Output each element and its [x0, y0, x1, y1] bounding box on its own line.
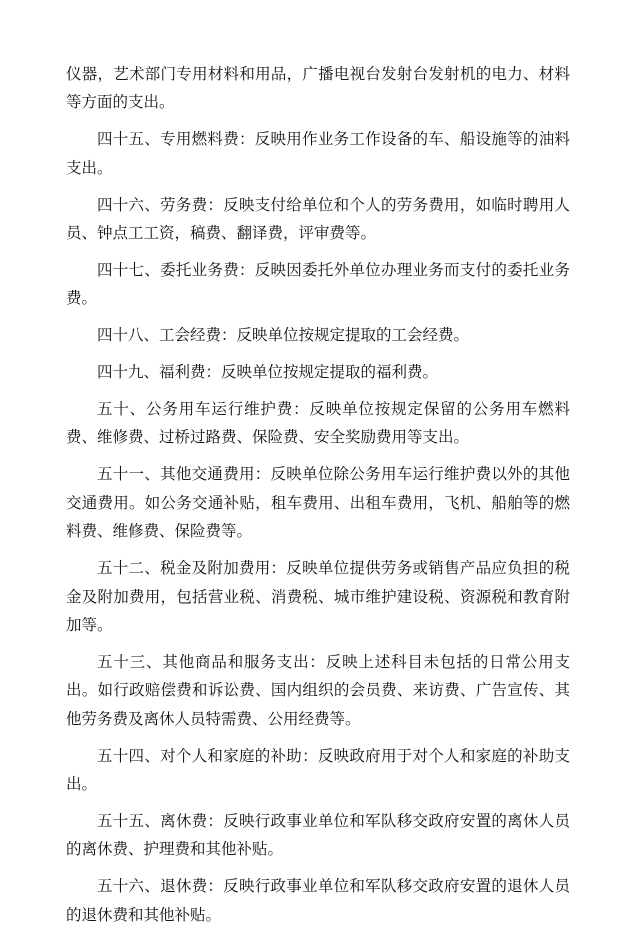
paragraph-52: 五十二、税金及附加费用：反映单位提供劳务或销售产品应负担的税金及附加费用，包括营业税、消费税、城市维护建设税、资源税和教育附加等。: [66, 559, 570, 634]
paragraph-continuation: 仪器，艺术部门专用材料和用品，广播电视台发射台发射机的电力、材料等方面的支出。: [66, 65, 570, 112]
paragraph-48: 四十八、工会经费：反映单位按规定提取的工会经费。: [97, 326, 470, 345]
paragraph-46: 四十六、劳务费：反映支付给单位和个人的劳务费用，如临时聘用人员、钟点工工资，稿费、翻译费，评审费等。: [66, 195, 570, 243]
paragraph-49: 四十九、福利费：反映单位按规定提取的福利费。: [97, 363, 439, 382]
paragraph-56: 五十六、退休费：反映行政事业单位和军队移交政府安置的退休人员的退休费和其他补贴。: [66, 877, 570, 924]
paragraph-47: 四十七、委托业务费：反映因委托外单位办理业务而支付的委托业务费。: [66, 260, 570, 308]
paragraph-51: 五十一、其他交通费用：反映单位除公务用车运行维护费以外的其他交通费用。如公务交通补贴，租车费用、出租车费用，飞机、船舶等的燃料费、维修费、保险费等。: [66, 465, 570, 541]
document-body: [66, 60, 570, 937]
paragraph-55: 五十五、离休费：反映行政事业单位和军队移交政府安置的离休人员的离休费、护理费和其他补贴。: [66, 811, 570, 859]
paragraph-53: 五十三、其他商品和服务支出：反映上述科目未包括的日常公用支出。如行政赔偿费和诉讼费、国内组织的会员费、来访费、广告宣传、其他劳务费及离休人员特需费、公用经费等。: [66, 652, 570, 728]
paragraph-54: 五十四、对个人和家庭的补助：反映政府用于对个人和家庭的补助支出。: [66, 746, 570, 793]
paragraph-45: 四十五、专用燃料费：反映用作业务工作设备的车、船设施等的油料支出。: [66, 130, 570, 177]
paragraph-50: 五十、公务用车运行维护费：反映单位按规定保留的公务用车燃料费、维修费、过桥过路费、保险费、安全奖励费用等支出。: [66, 400, 570, 447]
